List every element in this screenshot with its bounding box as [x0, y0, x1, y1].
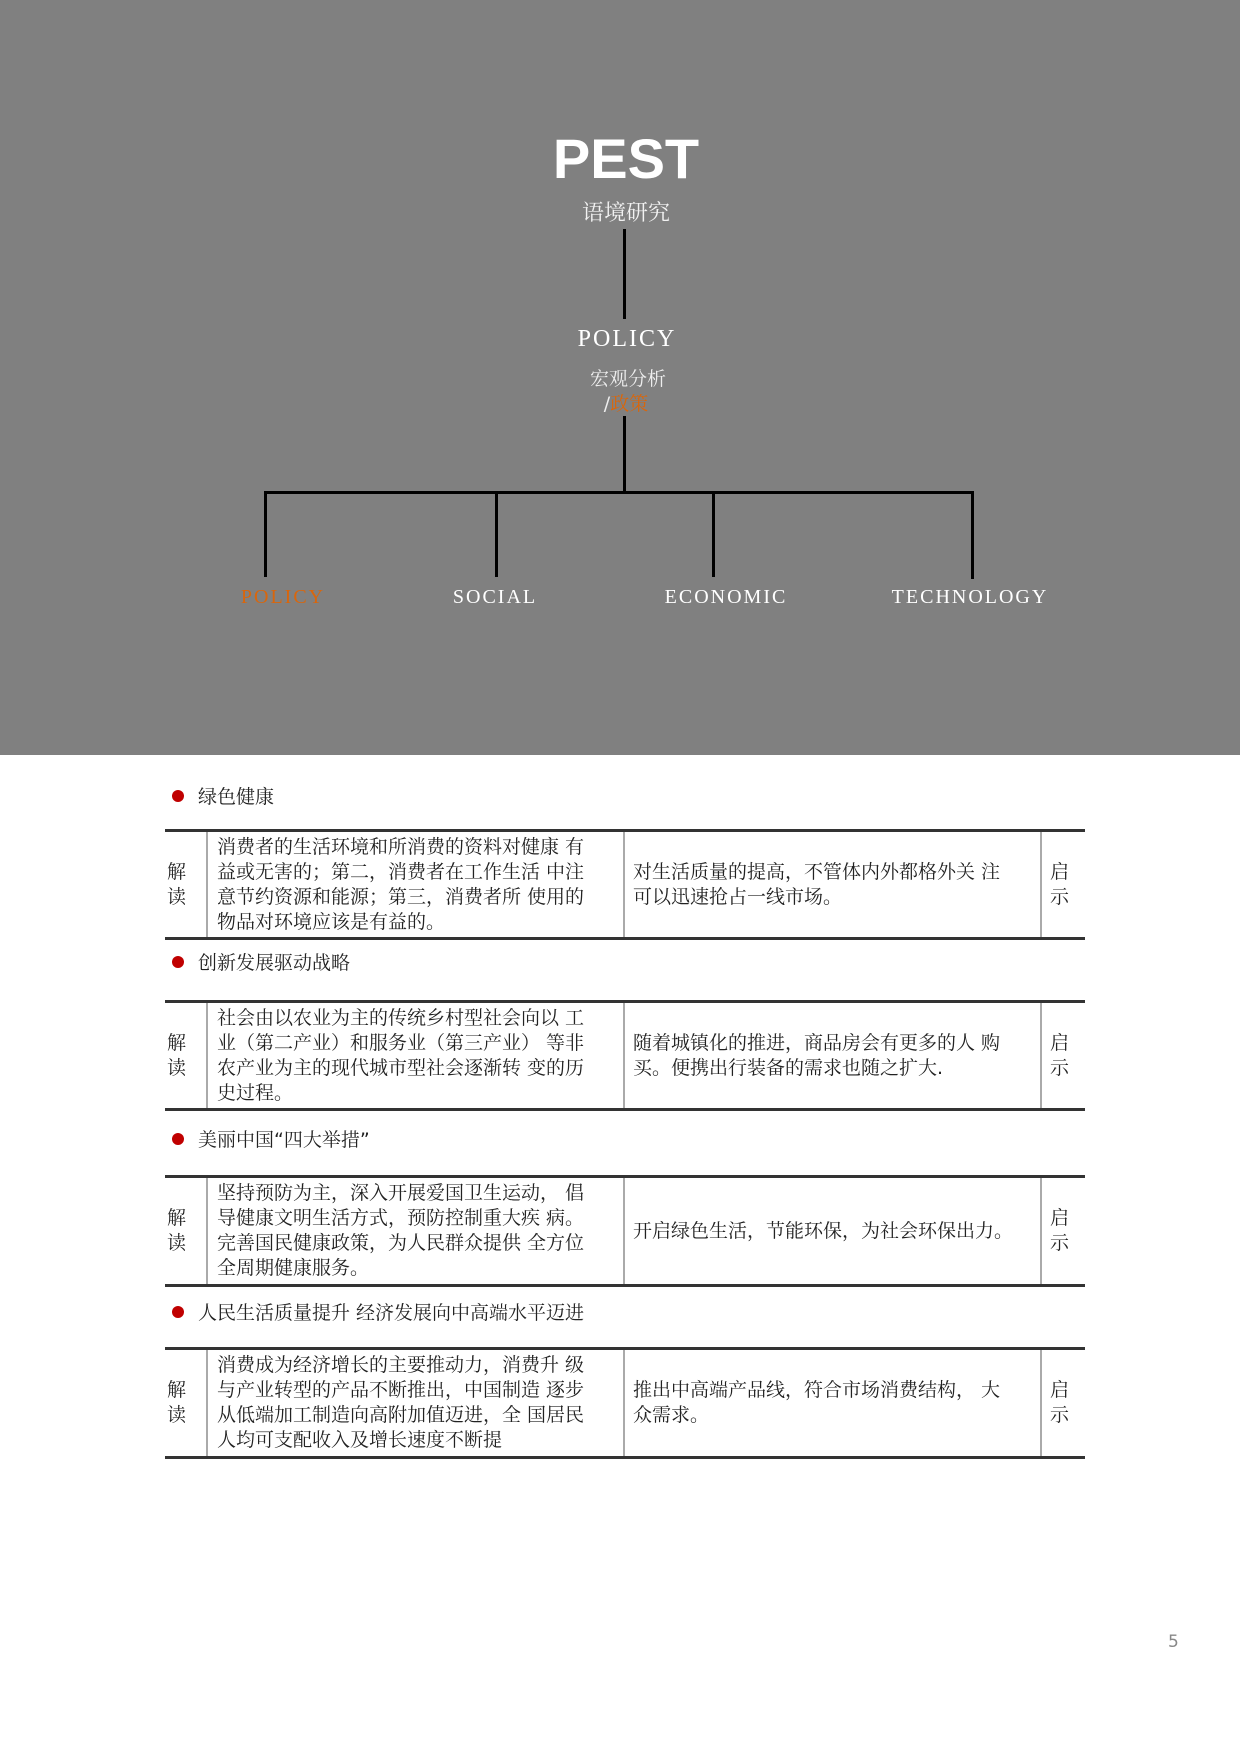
page-number: 5: [1168, 1632, 1179, 1652]
page-subtitle: 语境研究: [581, 201, 671, 226]
text-line: 全周期健康服务。: [217, 1257, 370, 1279]
section-heading: [172, 948, 350, 975]
label-char: 示: [1050, 885, 1070, 908]
label-char: 读: [167, 1056, 187, 1079]
label-char: 启: [1050, 1379, 1070, 1401]
label-interpretation: [165, 1350, 208, 1456]
label-char: 解: [167, 860, 187, 883]
branch-line: [495, 491, 498, 577]
slash: /: [603, 393, 611, 415]
node-subtitle-2: [604, 389, 648, 416]
section-heading-text: 绿色健康: [198, 786, 275, 808]
bullet-icon: [172, 1133, 184, 1145]
label-interpretation: [165, 1178, 208, 1284]
node-highlight: 政策: [610, 393, 649, 415]
insight-cell: [625, 1350, 1040, 1456]
label-interpretation: [165, 1003, 208, 1108]
section-heading-text: 美丽中国“四大举措”: [198, 1129, 370, 1151]
text-line: 众需求。: [633, 1404, 710, 1426]
bullet-icon: [172, 956, 184, 968]
branch-policy: POLICY: [240, 586, 326, 608]
branch-line: [712, 491, 715, 577]
text-line: 消费者的生活环境和所消费的资料对健康 有: [217, 835, 585, 858]
text-line: 导健康文明生活方式，预防控制重大疾 病。: [217, 1207, 585, 1229]
section-table: [165, 1347, 1085, 1459]
text-line: 农产业为主的现代城市型社会逐渐转 变的历: [217, 1056, 585, 1079]
insight-cell: [625, 832, 1040, 937]
label-char: 启: [1050, 1207, 1070, 1229]
section-table: [165, 1000, 1085, 1111]
branch-economic: ECONOMIC: [664, 586, 788, 608]
branch-social: SOCIAL: [452, 586, 538, 608]
text-line: 意节约资源和能源；第三，消费者所 使用的: [217, 885, 585, 908]
insight-cell: [625, 1178, 1040, 1284]
interpretation-cell: [206, 1350, 625, 1456]
text-line: 社会由以农业为主的传统乡村型社会向以 工: [217, 1006, 585, 1029]
interpretation-cell: [206, 1178, 625, 1284]
label-char: 读: [167, 1232, 187, 1254]
connector-line: [623, 229, 626, 319]
node-subtitle: 宏观分析: [589, 368, 667, 390]
text-line: 从低端加工制造向高附加值迈进，全 国居民: [217, 1404, 585, 1426]
label-char: 读: [167, 1404, 187, 1426]
connector-line: [623, 416, 626, 492]
text-line: 与产业转型的产品不断推出，中国制造 逐步: [217, 1379, 585, 1401]
section-heading-text: 人民生活质量提升 经济发展向中高端水平迈进: [198, 1302, 585, 1324]
label-insight: [1040, 1003, 1085, 1108]
branch-line: [264, 491, 267, 577]
section-heading-text: 创新发展驱动战略: [198, 952, 351, 974]
text-line: 坚持预防为主，深入开展爱国卫生运动， 倡: [217, 1182, 585, 1204]
bullet-icon: [172, 1306, 184, 1318]
text-line: 可以迅速抢占一线市场。: [633, 885, 843, 908]
section-heading: [172, 1125, 370, 1152]
bullet-icon: [172, 790, 184, 802]
label-char: 示: [1050, 1232, 1070, 1254]
label-char: 示: [1050, 1404, 1070, 1426]
section-heading: [172, 1298, 584, 1325]
interpretation-cell: [206, 832, 625, 937]
label-insight: [1040, 1350, 1085, 1456]
label-insight: [1040, 1178, 1085, 1284]
text-line: 对生活质量的提高，不管体内外都格外关 注: [633, 860, 1001, 883]
branch-bar: [264, 491, 974, 494]
text-line: 消费成为经济增长的主要推动力，消费升 级: [217, 1354, 585, 1376]
text-line: 完善国民健康政策，为人民群众提供 全方位: [217, 1232, 585, 1254]
label-char: 解: [167, 1379, 187, 1401]
pest-diagram: [0, 0, 1240, 755]
text-line: 买。便携出行装备的需求也随之扩大.: [633, 1056, 944, 1079]
label-char: 启: [1050, 860, 1070, 883]
interpretation-cell: [206, 1003, 625, 1108]
insight-cell: [625, 1003, 1040, 1108]
label-interpretation: [165, 832, 208, 937]
label-char: 读: [167, 885, 187, 908]
label-insight: [1040, 832, 1085, 937]
text-line: 开启绿色生活，节能环保，为社会环保出力。: [633, 1219, 1014, 1242]
branch-technology: TECHNOLOGY: [891, 586, 1049, 608]
section-table: [165, 829, 1085, 940]
text-line: 随着城镇化的推进，商品房会有更多的人 购: [633, 1031, 1001, 1054]
section-heading: [172, 782, 274, 809]
label-char: 启: [1050, 1031, 1070, 1054]
text-line: 人均可支配收入及增长速度不断提: [217, 1429, 503, 1451]
text-line: 益或无害的；第二，消费者在工作生活 中注: [217, 860, 585, 883]
label-char: 示: [1050, 1056, 1070, 1079]
node-title: POLICY: [577, 326, 677, 352]
section-table: [165, 1175, 1085, 1287]
text-line: 推出中高端产品线，符合市场消费结构， 大: [633, 1379, 1001, 1401]
label-char: 解: [167, 1207, 187, 1229]
branch-line: [971, 491, 974, 579]
text-line: 业（第二产业）和服务业（第三产业） 等非: [217, 1031, 585, 1054]
text-line: 史过程。: [217, 1081, 294, 1104]
label-char: 解: [167, 1031, 187, 1054]
page-title: PEST: [552, 127, 700, 190]
text-line: 物品对环境应该是有益的。: [217, 910, 446, 933]
